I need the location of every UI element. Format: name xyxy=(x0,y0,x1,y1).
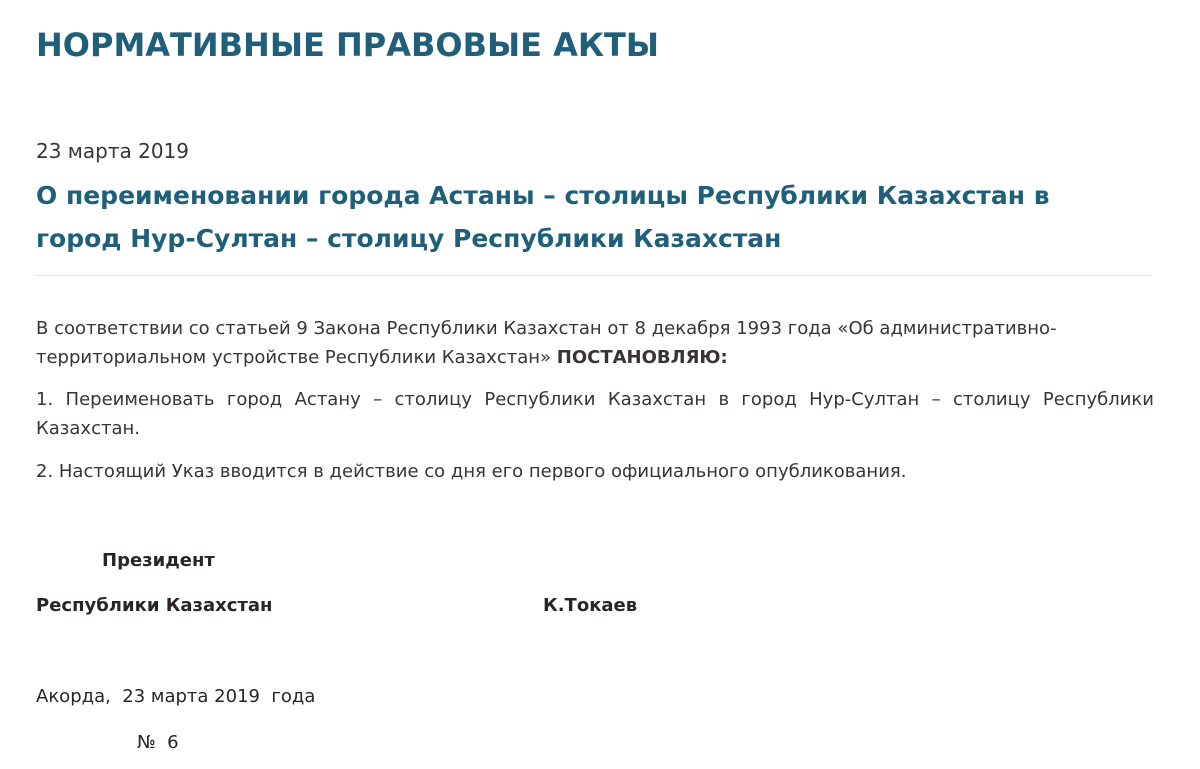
place-and-date: Акорда, 23 марта 2019 года xyxy=(36,686,316,707)
document-number: № 6 xyxy=(137,732,179,753)
section-heading: НОРМАТИВНЫЕ ПРАВОВЫЕ АКТЫ xyxy=(36,26,660,64)
signature-name: К.Токаев xyxy=(543,595,638,616)
preamble-paragraph xyxy=(36,314,1154,372)
title-divider xyxy=(36,275,1152,276)
preamble-text: В соответствии со статьей 9 Закона Республики Казахстан от 8 декабря 1993 года «Об административно-территориальном устройстве Республики Казахстан» xyxy=(36,318,1057,368)
decree-keyword: ПОСТАНОВЛЯЮ: xyxy=(556,347,728,368)
document-title: О переименовании города Астаны – столицы Республики Казахстан в город Нур-Султан – столицу Республики Казахстан xyxy=(36,181,1050,253)
document-date: 23 марта 2019 xyxy=(36,139,190,163)
signature-organization: Республики Казахстан xyxy=(36,595,273,616)
decree-item-2: 2. Настоящий Указ вводится в действие со дня его первого официального опубликования. xyxy=(36,461,907,482)
signature-position: Президент xyxy=(102,550,215,571)
decree-item-1: 1. Переименовать город Астану – столицу Республики Казахстан в город Нур-Султан – столицу Республики Казахстан. xyxy=(36,389,1154,439)
